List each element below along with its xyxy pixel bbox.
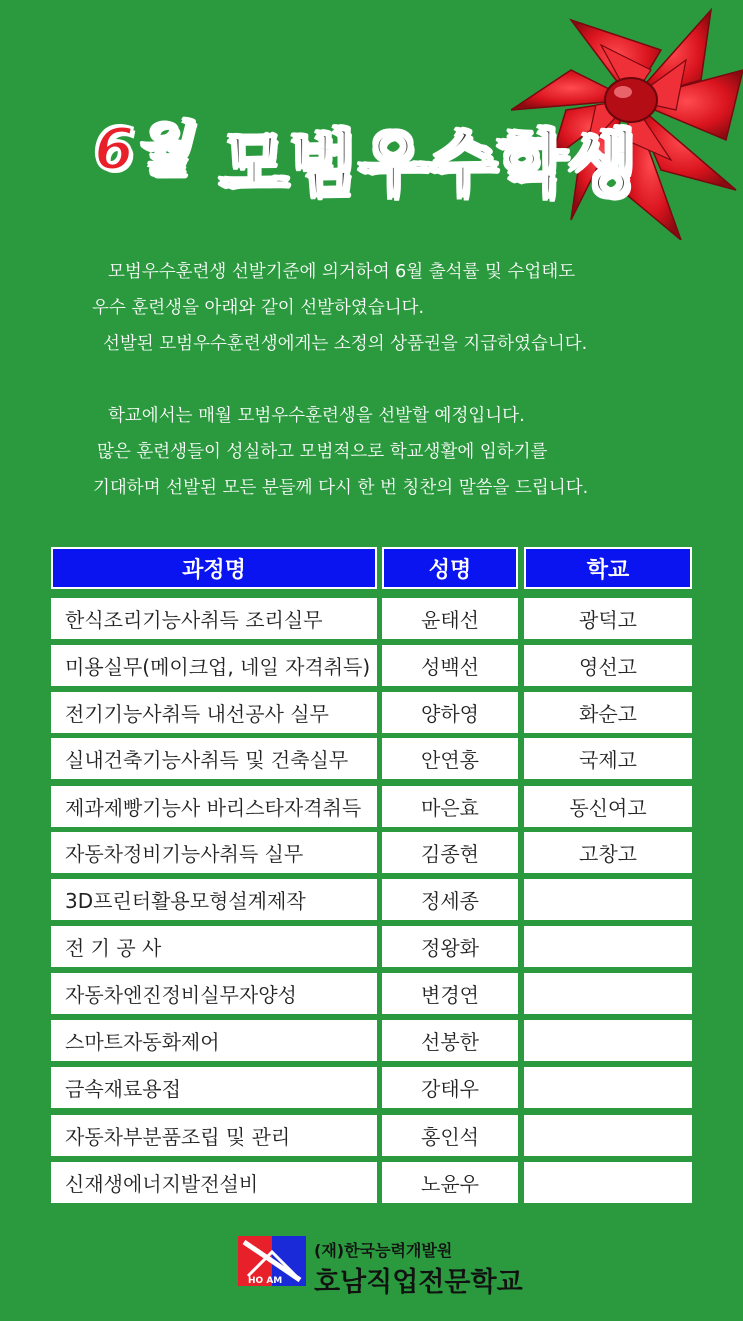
student-name-cell: 강태우 — [382, 1067, 518, 1108]
student-name-cell: 노윤우 — [382, 1162, 518, 1203]
school-cell — [524, 926, 692, 967]
page-title: 모범우수학생 — [220, 123, 638, 205]
title-banner — [88, 96, 648, 206]
intro-text — [0, 254, 743, 506]
intro-line: 우수 훈련생을 아래와 같이 선발하였습니다. — [92, 298, 425, 318]
course-cell: 자동차부분품조립 및 관리 — [51, 1115, 377, 1156]
school-cell: 광덕고 — [524, 598, 692, 639]
student-name-cell: 정세종 — [382, 879, 518, 920]
student-name-cell: 정왕화 — [382, 926, 518, 967]
student-name-cell: 마은효 — [382, 786, 518, 827]
school-cell — [524, 1162, 692, 1203]
month-label: 6월 — [94, 115, 191, 183]
school-cell — [524, 879, 692, 920]
school-cell — [524, 973, 692, 1014]
course-cell: 3D프린터활용모형설계제작 — [51, 879, 377, 920]
school-cell — [524, 1020, 692, 1061]
school-cell — [524, 1067, 692, 1108]
org-name: (재)한국능력개발원 — [314, 1241, 453, 1260]
course-cell: 자동차정비기능사취득 실무 — [51, 832, 377, 873]
course-cell: 전기기능사취득 내선공사 실무 — [51, 692, 377, 733]
school-cell: 동신여고 — [524, 786, 692, 827]
student-name-cell: 성백선 — [382, 645, 518, 686]
school-cell: 영선고 — [524, 645, 692, 686]
student-name-cell: 안연홍 — [382, 738, 518, 779]
footer-logo-block — [238, 1236, 538, 1300]
student-name-cell: 김종현 — [382, 832, 518, 873]
column-header-course: 과정명 — [51, 547, 377, 589]
intro-line: 모범우수훈련생 선발기준에 의거하여 6월 출석률 및 수업태도 — [108, 262, 576, 282]
intro-spacer — [0, 362, 743, 398]
school-name: 호남직업전문학교 — [314, 1267, 523, 1298]
student-name-cell: 변경연 — [382, 973, 518, 1014]
school-logo-icon — [238, 1236, 306, 1296]
student-name-cell: 선봉한 — [382, 1020, 518, 1061]
course-cell: 전 기 공 사 — [51, 926, 377, 967]
student-name-cell: 홍인석 — [382, 1115, 518, 1156]
course-cell: 미용실무(메이크업, 네일 자격취득) — [51, 645, 377, 686]
logo-text: HO AM — [248, 1276, 283, 1286]
school-cell: 화순고 — [524, 692, 692, 733]
course-cell: 실내건축기능사취득 및 건축실무 — [51, 738, 377, 779]
column-header-name: 성명 — [382, 547, 518, 589]
column-header-school: 학교 — [524, 547, 692, 589]
course-cell: 금속재료용접 — [51, 1067, 377, 1108]
course-cell: 한식조리기능사취득 조리실무 — [51, 598, 377, 639]
course-cell: 스마트자동화제어 — [51, 1020, 377, 1061]
intro-line: 기대하며 선발된 모든 분들께 다시 한 번 칭찬의 말씀을 드립니다. — [93, 478, 589, 498]
course-cell: 신재생에너지발전설비 — [51, 1162, 377, 1203]
course-cell: 자동차엔진정비실무자양성 — [51, 973, 377, 1014]
student-name-cell: 양하영 — [382, 692, 518, 733]
school-cell: 고창고 — [524, 832, 692, 873]
intro-line: 많은 훈련생들이 성실하고 모범적으로 학교생활에 임하기를 — [97, 442, 548, 462]
course-cell: 제과제빵기능사 바리스타자격취득 — [51, 786, 377, 827]
school-cell — [524, 1115, 692, 1156]
intro-line: 선발된 모범우수훈련생에게는 소정의 상품권을 지급하였습니다. — [103, 334, 588, 354]
intro-line: 학교에서는 매월 모범우수훈련생을 선발할 예정입니다. — [108, 406, 525, 426]
student-name-cell: 윤태선 — [382, 598, 518, 639]
school-cell: 국제고 — [524, 738, 692, 779]
